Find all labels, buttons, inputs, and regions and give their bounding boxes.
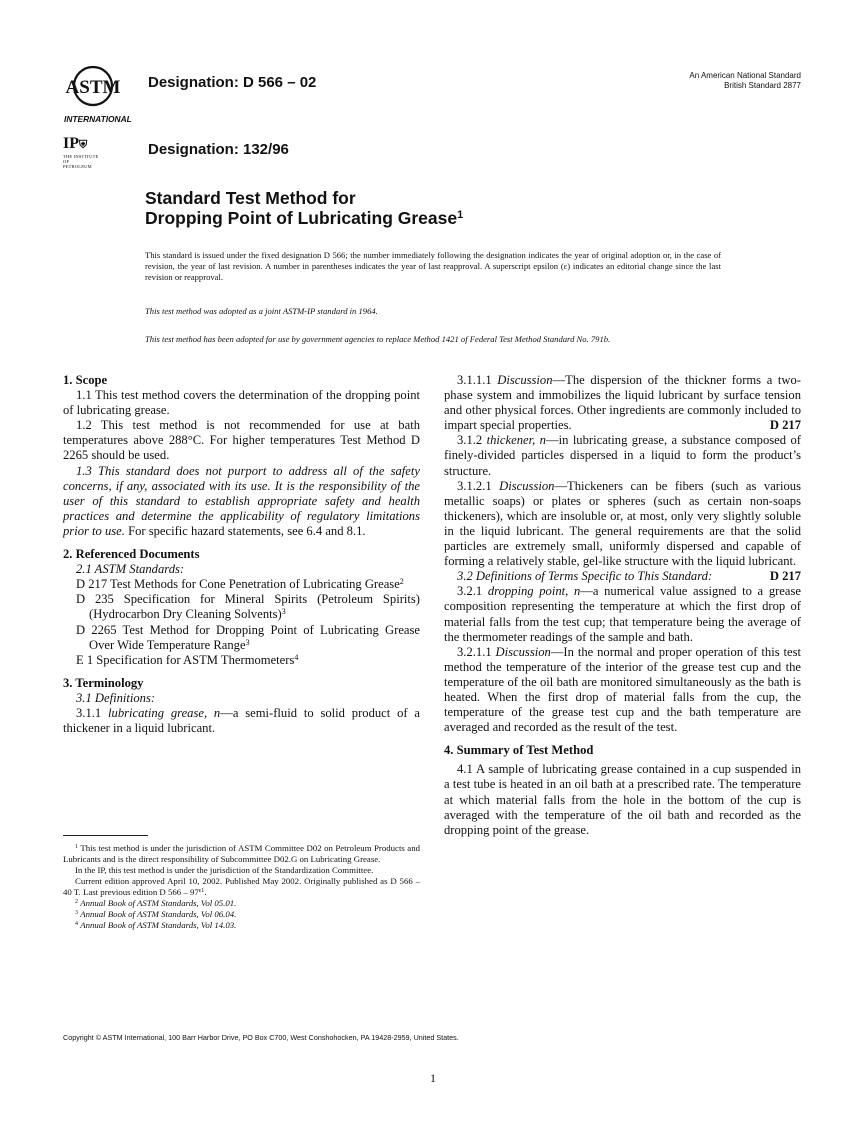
document-title: Standard Test Method for Dropping Point of Lubricating Grease$^1$ bbox=[145, 188, 464, 228]
section-scope-heading: 1. Scope bbox=[63, 373, 108, 387]
left-column bbox=[63, 373, 420, 736]
paragraph: 1.3 This standard does not purport to address all of the safety concerns, if any, associated with its use. It is the responsibility of the user of this standard to establish appropriate safety and health practices and determine the applicability of regulatory limitations prior to use. For specific hazard statements, see 6.4 and 8.1. bbox=[63, 463, 420, 538]
footnote: $^4$ Annual Book of ASTM Standards, Vol 14.03. bbox=[75, 920, 237, 930]
footnote-divider bbox=[63, 835, 148, 836]
national-standard: An American National Standard British Standard 2877 bbox=[689, 71, 801, 90]
paragraph: 3.1.1 lubricating grease, n—a semi-fluid to solid product of a thickener in a liquid lubricant. bbox=[63, 705, 420, 736]
reference-item: D 2265 Test Method for Dropping Point of Lubricating Grease Over Wide Temperature Range$^3$ bbox=[76, 622, 420, 652]
designation-ip: Designation: 132/96 bbox=[148, 141, 289, 158]
astm-logo-text: ASTM bbox=[65, 77, 121, 98]
paragraph: 2.1 ASTM Standards: bbox=[76, 562, 185, 577]
adoption-note: This test method was adopted as a joint ASTM-IP standard in 1964. bbox=[145, 306, 378, 316]
section-summary-heading: 4. Summary of Test Method bbox=[444, 743, 594, 758]
paragraph: 3.2 Definitions of Terms Specific to This Standard: bbox=[457, 569, 713, 584]
paragraph: 3.1.2.1 Discussion—Thickeners can be fibers (such as various metallic soaps) or plates or spheres (such as certain non-soaps thickeners), which are insoluble or, at most, only very slightly soluble in the liquid lubricant. The general requirements are that the solid particles are extremely small, uniformly dispersed and capable of forming a relatively stable, gel-like structure with the liquid lubricant. D 217 bbox=[444, 478, 801, 584]
paragraph: 1.1 This test method covers the determination of the dropping point of lubricating grease. bbox=[63, 388, 420, 418]
ip-logo: IP⛨ bbox=[63, 135, 88, 152]
paragraph: 4.1 A sample of lubricating grease contained in a cup suspended in a test tube is heated in an oil bath at a prescribed rate. The temperature at which material falls from the hole in the bottom of the cup is averaged with the temperature of the oil bath and recorded as the dropping point of the grease. bbox=[444, 762, 801, 837]
footnote: $^1$ This test method is under the jurisdiction of ASTM Committee D02 on Petroleum Products and Lubricants and is the direct responsibility of Subcommittee D02.G on Lubricating Grease. bbox=[63, 843, 420, 864]
designation-astm: Designation: D 566 – 02 bbox=[148, 74, 317, 91]
paragraph: 3.1 Definitions: bbox=[76, 690, 156, 705]
section-references-heading: 2. Referenced Documents bbox=[63, 547, 200, 562]
paragraph: 1.2 This test method is not recommended for use at bath temperatures above 288°C. For higher temperatures Test Method D 2265 should be used. bbox=[63, 418, 420, 463]
reference-item: D 217 Test Methods for Cone Penetration of Lubricating Grease$^2$ bbox=[76, 577, 404, 592]
reference-item: E 1 Specification for ASTM Thermometers$^4$ bbox=[76, 652, 299, 667]
paragraph: 3.2.1 dropping point, n—a numerical value assigned to a grease composition representing the temperature at which the first drop of material falls from the test cup; that temperature being the average of the thermometer readings of the sample and bath. bbox=[444, 584, 801, 644]
right-column bbox=[444, 373, 801, 838]
ip-logo-sub: THE INSTITUTE OF PETROLEUM bbox=[63, 154, 99, 169]
section-terminology-heading: 3. Terminology bbox=[63, 675, 144, 690]
astm-logo-sub: INTERNATIONAL bbox=[64, 114, 132, 124]
reference-item: D 235 Specification for Mineral Spirits (Petroleum Spirits) (Hydrocarbon Dry Cleaning Solvents)$^3$ bbox=[76, 592, 420, 622]
paragraph: 3.1.2 thickener, n—in lubricating grease, a substance composed of finely-divided particles dispersed in a liquid to form the product’s structure. bbox=[444, 433, 801, 478]
copyright-notice: Copyright © ASTM International, 100 Barr Harbor Drive, PO Box C700, West Conshohocken, PA 19428-2959, United States. bbox=[63, 1033, 459, 1042]
issued-statement: This standard is issued under the fixed designation D 566; the number immediately following the designation indicates the year of original adoption or, in the case of revision, the year of last revision. A number in parentheses indicates the year of last reapproval. A superscript epsilon (ε) indicates an editorial change since the last revision or reapproval. bbox=[145, 250, 721, 283]
paragraph: 3.2.1.1 Discussion—In the normal and proper operation of this test method the temperature of the interior of the grease test cup and the temperature of the oil bath are monitored simultaneously as the bath is heated. When the first drop of material falls from the cup, the temperature of the grease test cup and the bath temperature are averaged and recorded as the result of the test. bbox=[444, 644, 801, 735]
footnote: In the IP, this test method is under the jurisdiction of the Standardization Committee. bbox=[75, 865, 374, 875]
paragraph: 3.1.1.1 Discussion—The dispersion of the thickner forms a two-phase system and immobilizes the liquid lubricant by surface tension and other physical forces. Other ingredients are commonly included to impart special properties. D 217 bbox=[444, 373, 801, 433]
footnote: Current edition approved April 10, 2002. Published May 2002. Originally published as D 566 – 40 T. Last previous edition D $566 - 97^{\varepsilon 1}$. bbox=[63, 876, 420, 897]
shield-icon: ⛨ bbox=[79, 139, 88, 151]
footnote: $^2$ Annual Book of ASTM Standards, Vol 05.01. bbox=[75, 898, 237, 908]
page-number: 1 bbox=[430, 1071, 436, 1085]
government-note: This test method has been adopted for use by government agencies to replace Method 1421 of Federal Test Method Standard No. 791b. bbox=[145, 334, 611, 344]
footnote: $^3$ Annual Book of ASTM Standards, Vol 06.04. bbox=[75, 909, 237, 919]
footnotes bbox=[63, 843, 420, 931]
astm-logo bbox=[63, 62, 135, 124]
